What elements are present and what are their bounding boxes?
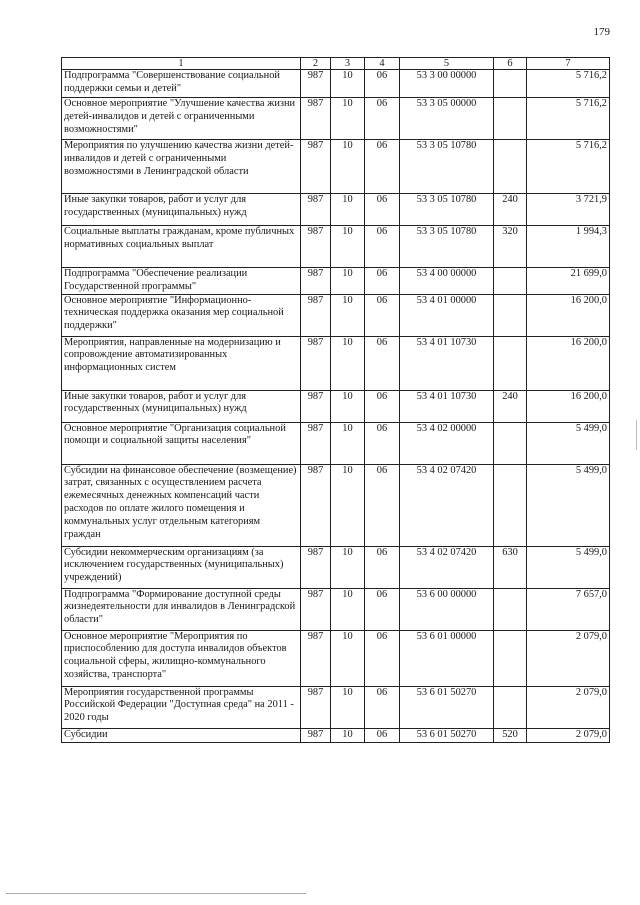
subsection-code: 06 [365, 194, 400, 226]
table-row [62, 422, 610, 464]
expense-type-code [494, 630, 527, 686]
column-header: 7 [527, 58, 610, 70]
ministry-code: 987 [301, 98, 331, 140]
subsection-code: 06 [365, 686, 400, 728]
column-header: 5 [400, 58, 494, 70]
target-article-code: 53 4 02 07420 [400, 464, 494, 546]
amount: 5 716,2 [527, 98, 610, 140]
subsection-code: 06 [365, 546, 400, 588]
expense-type-code: 520 [494, 728, 527, 742]
table-row [62, 140, 610, 194]
table-row [62, 98, 610, 140]
table-row [62, 464, 610, 546]
ministry-code: 987 [301, 140, 331, 194]
ministry-code: 987 [301, 390, 331, 422]
page-number: 179 [593, 26, 610, 38]
ministry-code: 987 [301, 588, 331, 630]
row-description: Иные закупки товаров, работ и услуг для государственных (муниципальных) нужд [62, 390, 301, 422]
section-code: 10 [331, 268, 365, 295]
amount: 5 499,0 [527, 546, 610, 588]
row-description: Иные закупки товаров, работ и услуг для государственных (муниципальных) нужд [62, 194, 301, 226]
ministry-code: 987 [301, 422, 331, 464]
expense-type-code [494, 686, 527, 728]
table-row [62, 194, 610, 226]
amount: 5 499,0 [527, 464, 610, 546]
amount: 7 657,0 [527, 588, 610, 630]
expense-type-code: 630 [494, 546, 527, 588]
expense-type-code [494, 422, 527, 464]
expense-type-code [494, 268, 527, 295]
row-description: Социальные выплаты гражданам, кроме публичных нормативных социальных выплат [62, 226, 301, 268]
ministry-code: 987 [301, 226, 331, 268]
target-article-code: 53 3 05 10780 [400, 140, 494, 194]
section-code: 10 [331, 194, 365, 226]
target-article-code: 53 3 05 00000 [400, 98, 494, 140]
section-code: 10 [331, 422, 365, 464]
section-code: 10 [331, 140, 365, 194]
expense-type-code [494, 140, 527, 194]
ministry-code: 987 [301, 464, 331, 546]
subsection-code: 06 [365, 98, 400, 140]
ministry-code: 987 [301, 630, 331, 686]
row-description: Основное мероприятие "Информационно-техническая поддержка оказания мер социальной поддержки" [62, 294, 301, 336]
amount: 2 079,0 [527, 630, 610, 686]
target-article-code: 53 6 00 00000 [400, 588, 494, 630]
subsection-code: 06 [365, 268, 400, 295]
target-article-code: 53 4 02 00000 [400, 422, 494, 464]
expense-type-code [494, 464, 527, 546]
ministry-code: 987 [301, 194, 331, 226]
table-body [62, 70, 610, 743]
table-row [62, 390, 610, 422]
column-header: 2 [301, 58, 331, 70]
target-article-code: 53 3 00 00000 [400, 70, 494, 98]
ministry-code: 987 [301, 294, 331, 336]
table-row [62, 728, 610, 742]
amount: 16 200,0 [527, 390, 610, 422]
ministry-code: 987 [301, 268, 331, 295]
amount: 5 499,0 [527, 422, 610, 464]
target-article-code: 53 6 01 50270 [400, 686, 494, 728]
row-description: Мероприятия государственной программы Российской Федерации "Доступная среда" на 2011 - 2020 годы [62, 686, 301, 728]
row-description: Субсидии некоммерческим организациям (за исключением государственных (муниципальных) учреждений) [62, 546, 301, 588]
section-code: 10 [331, 390, 365, 422]
ministry-code: 987 [301, 686, 331, 728]
row-description: Мероприятия, направленные на модернизацию и сопровождение автоматизированных информационных систем [62, 336, 301, 390]
expense-type-code [494, 336, 527, 390]
row-description: Основное мероприятие "Улучшение качества жизни детей-инвалидов и детей с ограниченными возможностями" [62, 98, 301, 140]
target-article-code: 53 4 01 10730 [400, 336, 494, 390]
column-header: 6 [494, 58, 527, 70]
expense-type-code [494, 70, 527, 98]
section-code: 10 [331, 630, 365, 686]
expense-type-code: 320 [494, 226, 527, 268]
section-code: 10 [331, 588, 365, 630]
section-code: 10 [331, 336, 365, 390]
target-article-code: 53 6 01 50270 [400, 728, 494, 742]
table-row [62, 546, 610, 588]
row-description: Подпрограмма "Формирование доступной среды жизнедеятельности для инвалидов в Ленинградской области" [62, 588, 301, 630]
subsection-code: 06 [365, 336, 400, 390]
column-header: 3 [331, 58, 365, 70]
table-row [62, 686, 610, 728]
section-code: 10 [331, 226, 365, 268]
ministry-code: 987 [301, 336, 331, 390]
amount: 5 716,2 [527, 70, 610, 98]
row-description: Основное мероприятие "Мероприятия по приспособлению для доступа инвалидов объектов социальной сферы, жилищно-коммунального хозяйства, транспорта" [62, 630, 301, 686]
amount: 21 699,0 [527, 268, 610, 295]
subsection-code: 06 [365, 140, 400, 194]
section-code: 10 [331, 70, 365, 98]
subsection-code: 06 [365, 226, 400, 268]
amount: 5 716,2 [527, 140, 610, 194]
target-article-code: 53 3 05 10780 [400, 194, 494, 226]
target-article-code: 53 6 01 00000 [400, 630, 494, 686]
table-row [62, 588, 610, 630]
amount: 2 079,0 [527, 686, 610, 728]
row-description: Субсидии [62, 728, 301, 742]
amount: 16 200,0 [527, 336, 610, 390]
table-row [62, 630, 610, 686]
column-header: 4 [365, 58, 400, 70]
subsection-code: 06 [365, 588, 400, 630]
section-code: 10 [331, 294, 365, 336]
target-article-code: 53 3 05 10780 [400, 226, 494, 268]
table-row [62, 294, 610, 336]
subsection-code: 06 [365, 422, 400, 464]
expense-type-code: 240 [494, 194, 527, 226]
ministry-code: 987 [301, 70, 331, 98]
subsection-code: 06 [365, 294, 400, 336]
subsection-code: 06 [365, 728, 400, 742]
budget-table [61, 57, 610, 743]
table-row [62, 336, 610, 390]
amount: 16 200,0 [527, 294, 610, 336]
expense-type-code [494, 588, 527, 630]
expense-type-code [494, 294, 527, 336]
ministry-code: 987 [301, 728, 331, 742]
section-code: 10 [331, 686, 365, 728]
table-row [62, 226, 610, 268]
section-code: 10 [331, 98, 365, 140]
target-article-code: 53 4 02 07420 [400, 546, 494, 588]
scan-artifact [6, 893, 306, 894]
column-header: 1 [62, 58, 301, 70]
expense-type-code: 240 [494, 390, 527, 422]
section-code: 10 [331, 464, 365, 546]
table-row [62, 70, 610, 98]
table-row [62, 268, 610, 295]
row-description: Основное мероприятие "Организация социальной помощи и социальной защиты населения" [62, 422, 301, 464]
subsection-code: 06 [365, 464, 400, 546]
section-code: 10 [331, 728, 365, 742]
target-article-code: 53 4 01 00000 [400, 294, 494, 336]
section-code: 10 [331, 546, 365, 588]
target-article-code: 53 4 01 10730 [400, 390, 494, 422]
header-row [62, 58, 610, 70]
row-description: Субсидии на финансовое обеспечение (возмещение) затрат, связанных с осуществлением расчета ежемесячных денежных компенсаций части расходов по оплате жилого помещения и коммунальных услуг отдельным категориям граждан [62, 464, 301, 546]
row-description: Подпрограмма "Обеспечение реализации Государственной программы" [62, 268, 301, 295]
subsection-code: 06 [365, 70, 400, 98]
subsection-code: 06 [365, 630, 400, 686]
target-article-code: 53 4 00 00000 [400, 268, 494, 295]
row-description: Подпрограмма "Совершенствование социальной поддержки семьи и детей" [62, 70, 301, 98]
amount: 3 721,9 [527, 194, 610, 226]
subsection-code: 06 [365, 390, 400, 422]
amount: 2 079,0 [527, 728, 610, 742]
row-description: Мероприятия по улучшению качества жизни детей-инвалидов и детей с ограниченными возможностями в Ленинградской области [62, 140, 301, 194]
ministry-code: 987 [301, 546, 331, 588]
expense-type-code [494, 98, 527, 140]
scan-artifact [636, 420, 637, 450]
amount: 1 994,3 [527, 226, 610, 268]
